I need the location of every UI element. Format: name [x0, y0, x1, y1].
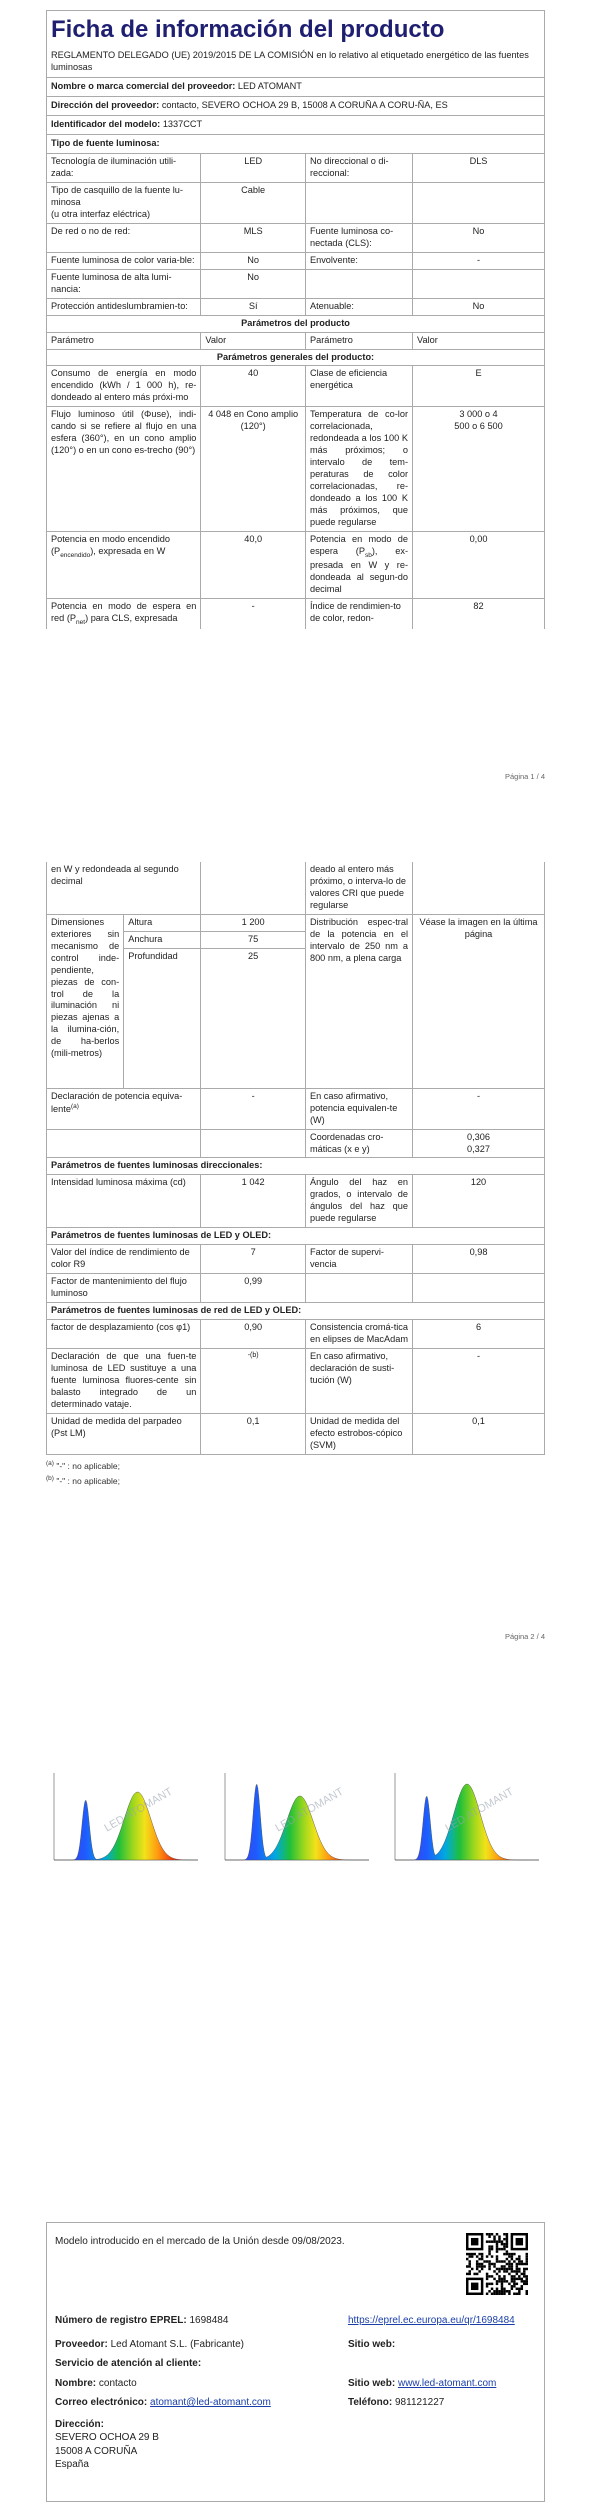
height-label: Altura: [124, 914, 201, 931]
equivalent-power-w-label: En caso afirmativo, potencia equivalen-te (W): [305, 1088, 412, 1129]
qr-code-icon[interactable]: [466, 2233, 528, 2295]
table-row: [47, 914, 545, 931]
replacement-claim-value: -: [413, 1348, 545, 1413]
cap-type-value: Cable: [201, 183, 306, 224]
mains-value: MLS: [201, 223, 306, 252]
equivalent-power-label: Declaración de potencia equiva-lente$^{(a)}$: [47, 1088, 201, 1129]
cct-value-line-1: 3 000 o 4: [459, 409, 498, 420]
footnote-a: $^{(a)}$ "-" : no aplicable;: [46, 1459, 121, 1471]
on-mode-power-label: Potencia en modo encendido $(P_{encendido})$, expresada en W: [47, 531, 201, 598]
chromaticity-y: 0,327: [467, 1143, 490, 1154]
supplier-address-row: [46, 97, 545, 116]
colour-tunable-value: No: [201, 252, 306, 269]
light-type-table: [46, 154, 545, 629]
colour-consistency-value: 6: [413, 1319, 545, 1348]
chromaticity-x: 0,306: [467, 1131, 490, 1142]
product-sheet-page-1: [46, 10, 545, 629]
efficiency-class-value: E: [413, 366, 545, 407]
table-row: [47, 1319, 545, 1348]
address-label: Dirección:: [55, 2418, 104, 2430]
table-row: [47, 349, 545, 366]
envelope-label: Envolvente:: [305, 252, 412, 269]
energy-consumption-value: 40: [201, 366, 306, 407]
email-row: [55, 2396, 536, 2410]
cls-value: No: [413, 223, 545, 252]
supplier-row: [55, 2338, 536, 2352]
market-intro-date: Modelo introducido en el mercado de la Unión desde 09/08/2023.: [55, 2236, 345, 2247]
eprel-row: [55, 2314, 536, 2328]
equivalent-power-value: -: [201, 1088, 306, 1129]
table-row: [47, 1088, 545, 1129]
dimmable-value: No: [413, 298, 545, 315]
table-row: [47, 598, 545, 629]
svg-text:LED ATOMANT: LED ATOMANT: [272, 1785, 346, 1835]
cri-label-continued: deado al entero más próximo, o interva-lo de valores CRI que puede regularse: [305, 862, 412, 914]
table-row: [47, 366, 545, 407]
param-col-header: Parámetro: [305, 332, 412, 349]
cap-type-label: Tipo de casquillo de la fuente lu-minosa: [51, 185, 183, 207]
replacement-claim-label: En caso afirmativo, declaración de susti-tución (W): [305, 1348, 412, 1413]
on-mode-power-value: 40,0: [201, 531, 306, 598]
eprel-value: 1698484: [189, 2315, 229, 2326]
directional-label: No direccional o di-reccional:: [305, 154, 412, 182]
cct-value: [413, 407, 545, 532]
cap-type-cell: [47, 183, 201, 224]
cri-label: Índice de rendimien-to de color, redon-: [305, 598, 412, 629]
table-row: [47, 1175, 545, 1228]
mains-label: De red o no de red:: [47, 223, 201, 252]
email-link[interactable]: atomant@led-atomant.com: [150, 2397, 271, 2408]
table-row: [47, 1274, 545, 1303]
table-row: [47, 315, 545, 332]
footnote-b: $^{(b)}$ "-" : no aplicable;: [46, 1475, 121, 1487]
page-2: [0, 790, 591, 1660]
eprel-link[interactable]: https://eprel.ec.europa.eu/qr/1698484: [347, 2315, 515, 2326]
stroboscopic-label: Unidad de medida del efecto estrobos-cópico (SVM): [305, 1413, 412, 1454]
spectrum-image-4500k: [217, 1765, 375, 1870]
svg-text:LED ATOMANT: LED ATOMANT: [443, 1785, 516, 1835]
table-row: [47, 862, 545, 914]
table-row: [47, 269, 545, 298]
address-line-2: 15008 A CORUÑA: [55, 2445, 138, 2457]
standby-power-value: 0,00: [413, 531, 545, 598]
network-standby-value: -: [201, 598, 306, 629]
customer-service-label: Servicio de atención al cliente:: [55, 2358, 202, 2369]
anti-glare-label: Protección antideslumbramien-to:: [47, 298, 201, 315]
supplier-address-label: Dirección del proveedor:: [51, 100, 160, 111]
stroboscopic-value: 0,1: [413, 1413, 545, 1454]
table-row: [47, 1303, 545, 1320]
directional-value: DLS: [413, 154, 545, 182]
flicker-metric-value: 0,1: [201, 1413, 306, 1454]
cls-label: Fuente luminosa co-nectada (CLS):: [305, 223, 412, 252]
chromaticity-label: Coordenadas cro-máticas (x e y): [305, 1129, 412, 1158]
led-params-header: Parámetros de fuentes luminosas de LED y OLED:: [47, 1228, 545, 1245]
table-row: [47, 1158, 545, 1175]
dimmable-label: Atenuable:: [305, 298, 412, 315]
network-standby-label-continued: en W y redondeada al segundo decimal: [47, 862, 201, 914]
spectral-distribution-images: [46, 1765, 545, 1870]
useful-flux-value: 4 048 en Cono amplio (120°): [201, 407, 306, 532]
product-sheet-page-2: [46, 862, 545, 1489]
eprel-label: Número de registro EPREL:: [55, 2315, 187, 2326]
dimensions-label: Dimensiones exteriores sin mecanismo de control inde-pendiente, piezas de con-trol de la iluminación ni piezas ajenas a la ilumina-ción, de ha-berlos (mili-metros): [47, 914, 124, 1088]
eprel-info-card: [46, 2222, 545, 2502]
width-label: Anchura: [124, 931, 201, 948]
supplier-name-label: Nombre o marca comercial del proveedor:: [51, 81, 236, 92]
page-number: Página 2 / 4: [504, 1632, 545, 1641]
high-luminance-label: Fuente luminosa de alta lumi-nancia:: [47, 269, 201, 298]
peak-intensity-value: 1 042: [201, 1175, 306, 1228]
table-row: [47, 1348, 545, 1413]
value-col-header: Valor: [201, 332, 306, 349]
website-label: Sitio web:: [347, 2338, 396, 2350]
page-title: Ficha de información del producto: [46, 10, 545, 47]
r9-label: Valor del índice de rendimiento de color R9: [47, 1245, 201, 1274]
model-label: Identificador del modelo:: [51, 119, 161, 130]
fluorescent-replacement-label: Declaración de que una fuen-te luminosa de LED sustituye a una fuente luminosa fluores-cente sin balasto integrado de un determinado vataje.: [47, 1348, 201, 1413]
chromaticity-value: [413, 1129, 545, 1158]
table-row: [47, 298, 545, 315]
spectral-distribution-label: Distribución espec-tral de la potencia en el intervalo de 250 nm a 800 nm, a plena carga: [305, 914, 412, 1088]
displacement-factor-label: factor de desplazamiento (cos φ1): [47, 1319, 201, 1348]
cap-type-sublabel: (u otra interfaz eléctrica): [51, 208, 151, 219]
tech-label: Tecnología de iluminación utili-zada:: [47, 154, 201, 182]
table-row: [47, 531, 545, 598]
cri-value: 82: [413, 598, 545, 629]
contact-name-value: contacto: [98, 2377, 137, 2389]
colour-tunable-label: Fuente luminosa de color varia-ble:: [47, 252, 201, 269]
supplier-name-value: LED ATOMANT: [237, 81, 302, 92]
page-1: [0, 0, 591, 790]
table-row: [47, 1228, 545, 1245]
website-link[interactable]: www.led-atomant.com: [397, 2377, 497, 2389]
table-row: [47, 332, 545, 349]
model-value: 1337CCT: [162, 119, 203, 130]
survival-factor-value: 0,98: [413, 1245, 545, 1274]
cct-label: Temperatura de co-lor correlacionada, redondeada a los 100 K más próximos; o intervalo de tem-peraturas de color correlacionadas, re-dondeado a los 100 K más próximos, que puede regularse: [305, 407, 412, 532]
table-row: [47, 223, 545, 252]
cct-value-line-2: 500 o 6 500: [454, 421, 503, 432]
lumen-maintenance-value: 0,99: [201, 1274, 306, 1303]
contact-name-row: [55, 2377, 536, 2391]
mains-led-params-header: Parámetros de fuentes luminosas de red de LED y OLED:: [47, 1303, 545, 1320]
supplier-label: Proveedor:: [55, 2338, 108, 2350]
peak-intensity-label: Intensidad luminosa máxima (cd): [47, 1175, 201, 1228]
phone-label: Teléfono:: [347, 2397, 393, 2408]
website-label-2: Sitio web:: [347, 2377, 396, 2389]
useful-flux-label: Flujo luminoso útil (Φuse), indi-cando si se refiere al flujo en una esfera (360°), en un cono amplio (120°) o en un cono es-trecho (90°): [47, 407, 201, 532]
params-header: Parámetros del producto: [47, 315, 545, 332]
param-col-header: Parámetro: [47, 332, 201, 349]
flicker-metric-label: Unidad de medida del parpadeo (Pst LM): [47, 1413, 201, 1454]
lumen-maintenance-label: Factor de mantenimiento del flujo luminoso: [47, 1274, 201, 1303]
standby-power-label: Potencia en modo de espera $(P_{sb})$, ex-presada en W y re-dondeada al segun-do decimal: [305, 531, 412, 598]
params-table-continued: [46, 862, 545, 1455]
height-value: 1 200: [201, 914, 306, 931]
value-col-header: Valor: [413, 332, 545, 349]
depth-label: Profundidad: [124, 948, 201, 1088]
contact-name-label: Nombre:: [55, 2377, 97, 2389]
light-type-header: Tipo de fuente luminosa:: [46, 135, 545, 154]
high-luminance-value: No: [201, 269, 306, 298]
table-row: [47, 252, 545, 269]
efficiency-class-label: Clase de eficiencia energética: [305, 366, 412, 407]
survival-factor-label: Factor de supervi-vencia: [305, 1245, 412, 1274]
table-row: [47, 1245, 545, 1274]
r9-value: 7: [201, 1245, 306, 1274]
beam-angle-value: 120: [413, 1175, 545, 1228]
table-row: [47, 183, 545, 224]
beam-angle-label: Ángulo del haz en grados, o intervalo de ángulos del haz que puede regularse: [305, 1175, 412, 1228]
network-standby-label: Potencia en modo de espera en red $(P_{net})$ para CLS, expresada: [47, 598, 201, 629]
anti-glare-value: Sí: [201, 298, 306, 315]
spectrum-image-3000k: [46, 1765, 204, 1870]
displacement-factor-value: 0,90: [201, 1319, 306, 1348]
supplier-name-row: [46, 78, 545, 97]
fluorescent-replacement-value: -(b): [201, 1348, 306, 1413]
email-label: Correo electrónico:: [55, 2397, 148, 2408]
table-row: [47, 1129, 545, 1158]
regulation-text: REGLAMENTO DELEGADO (UE) 2019/2015 DE LA COMISIÓN en lo relativo al etiquetado energético de las fuentes luminosas: [46, 47, 545, 78]
address-line-3: España: [55, 2459, 89, 2470]
model-row: [46, 116, 545, 135]
table-row: [47, 1413, 545, 1454]
phone-value: 981121227: [395, 2397, 445, 2408]
svg-text:LED ATOMANT: LED ATOMANT: [102, 1785, 175, 1835]
width-value: 75: [201, 931, 306, 948]
depth-value: 25: [201, 948, 306, 1088]
directional-params-header: Parámetros de fuentes luminosas direccionales:: [47, 1158, 545, 1175]
address-line-1: SEVERO OCHOA 29 B: [55, 2432, 159, 2443]
spectral-distribution-value: Véase la imagen en la última página: [413, 914, 545, 1088]
spectrum-image-6500k: [387, 1765, 545, 1870]
table-row: [47, 154, 545, 182]
equivalent-power-w-value: -: [413, 1088, 545, 1129]
table-row: [47, 407, 545, 532]
supplier-value: Led Atomant S.L. (Fabricante): [110, 2338, 244, 2350]
energy-consumption-label: Consumo de energía en modo encendido (kWh / 1 000 h), re-dondeado al entero más próxi-mo: [47, 366, 201, 407]
colour-consistency-label: Consistencia cromá-tica en elipses de MacAdam: [305, 1319, 412, 1348]
tech-value: LED: [201, 154, 306, 182]
envelope-value: -: [413, 252, 545, 269]
supplier-address-value: contacto, SEVERO OCHOA 29 B, 15008 A CORUÑA A CORU-ÑA, ES: [161, 100, 448, 111]
general-params-header: Parámetros generales del producto:: [47, 349, 545, 366]
page-number: Página 1 / 4: [504, 772, 545, 781]
